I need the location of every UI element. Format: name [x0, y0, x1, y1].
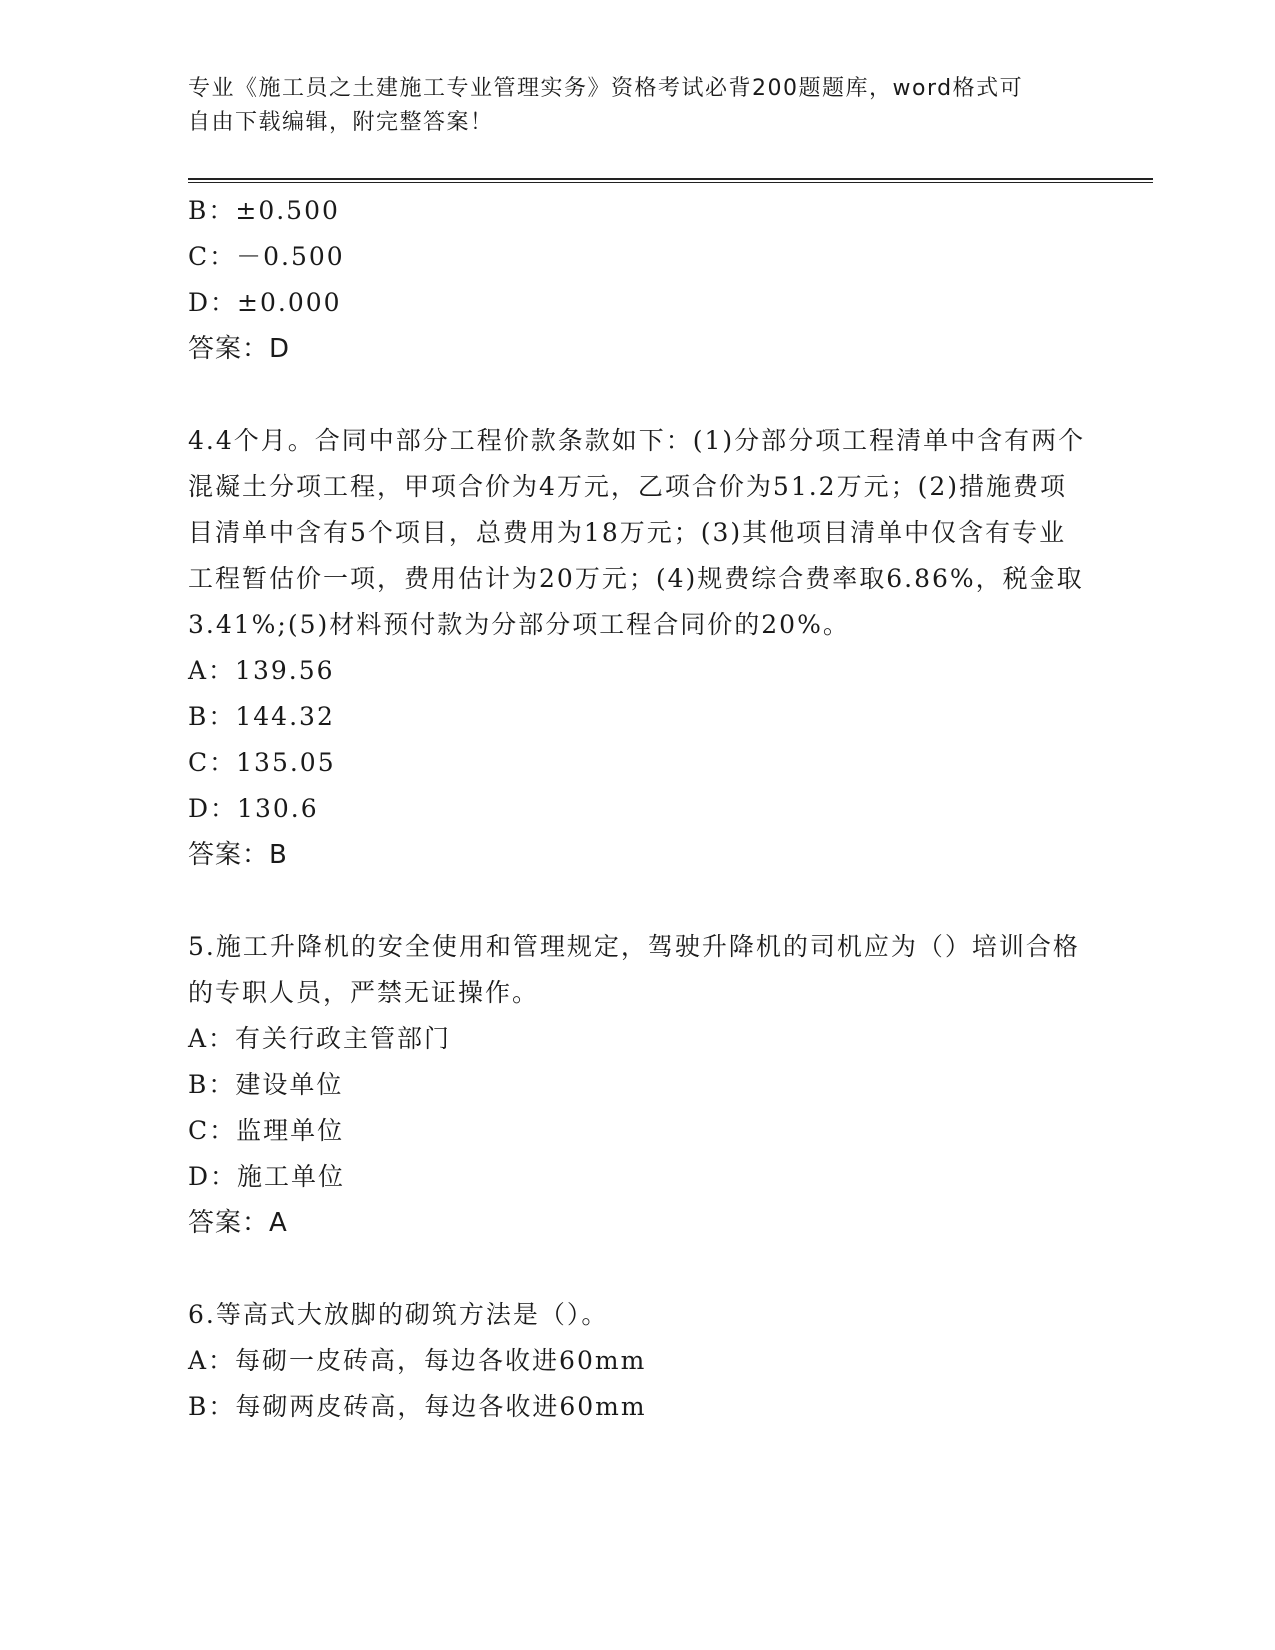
option-d: D：130.6	[188, 794, 319, 823]
option-a: A：每砌一皮砖高，每边各收进60mm	[188, 1346, 647, 1375]
header-title-line-1: 专业《施工员之土建施工专业管理实务》资格考试必背200题题库，word格式可	[188, 76, 1024, 101]
option-c: C：－0.500	[188, 242, 345, 271]
answer: 答案：A	[188, 1208, 288, 1238]
spacer	[188, 1246, 1088, 1292]
option-d: D：±0.000	[188, 288, 342, 317]
header-divider	[188, 178, 1153, 183]
question-list	[188, 188, 1088, 1430]
option-b: B：建设单位	[188, 1070, 344, 1099]
spacer	[188, 878, 1088, 924]
option-b: B：144.32	[188, 702, 335, 731]
option-a: A：有关行政主管部门	[188, 1024, 452, 1053]
question-4	[188, 418, 1088, 878]
option-c: C：监理单位	[188, 1116, 345, 1145]
option-a: A：139.56	[188, 656, 335, 685]
answer: 答案：B	[188, 840, 288, 870]
question-stem: 5.施工升降机的安全使用和管理规定，驾驶升降机的司机应为（）培训合格的专职人员，严禁无证操作。	[188, 932, 1080, 1007]
question-5	[188, 924, 1088, 1246]
option-d: D：施工单位	[188, 1162, 346, 1191]
answer: 答案：D	[188, 334, 291, 364]
option-b: B：±0.500	[188, 196, 340, 225]
option-b: B：每砌两皮砖高，每边各收进60mm	[188, 1392, 647, 1421]
question-6	[188, 1292, 1088, 1430]
document-header	[188, 72, 1068, 140]
header-title-line-2: 自由下载编辑，附完整答案！	[188, 110, 494, 135]
option-c: C：135.05	[188, 748, 336, 777]
question-3-tail	[188, 188, 1088, 372]
question-stem: 4.4个月。合同中部分工程价款条款如下：(1)分部分项工程清单中含有两个混凝土分项工程，甲项合价为4万元，乙项合价为51.2万元；(2)措施费项目清单中含有5个项目，总费用为18万元；(3)其他项目清单中仅含有专业工程暂估价一项，费用估计为20万元；(4)规费综合费率取6.86%，税金取3.41%;(5)材料预付款为分部分项工程合同价的20%。	[188, 426, 1086, 639]
question-stem: 6.等高式大放脚的砌筑方法是（）。	[188, 1300, 609, 1329]
spacer	[188, 372, 1088, 418]
